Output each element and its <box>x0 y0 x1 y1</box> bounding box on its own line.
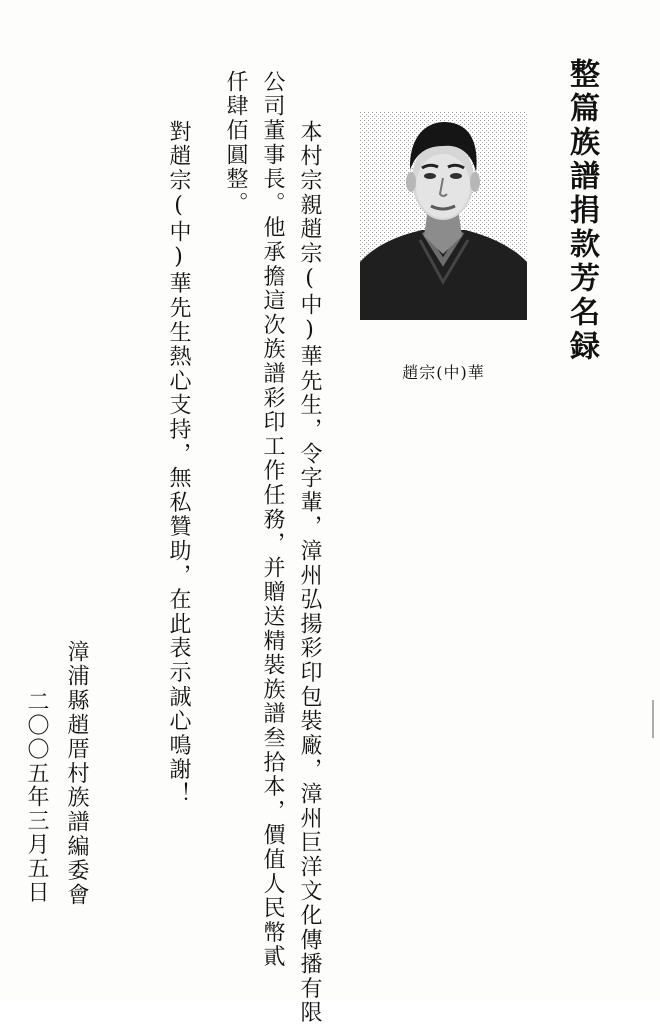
portrait-image <box>360 112 527 320</box>
body-line-1: 本村宗親趙宗(中)華先生，令字輩，漳州弘揚彩印包裝廠，漳州巨洋文化傳播有限 <box>297 120 322 1025</box>
portrait-photo <box>360 112 527 320</box>
photo-caption: 趙宗(中)華 <box>402 363 485 382</box>
body-line-2: 公司董事長。他承擔這次族譜彩印工作任務，并贈送精裝族譜叁拾本，價值人民幣貳 <box>260 70 285 970</box>
signature-organization: 漳浦縣趙厝村族譜編委會 <box>64 640 89 908</box>
body-line-3: 仟肆佰圓整。 <box>223 70 248 216</box>
signature-date: 二〇〇五年三月五日 <box>24 690 49 905</box>
body-line-4: 對趙宗(中)華先生熱心支持，無私贊助，在此表示誠心鳴謝！ <box>166 120 191 807</box>
scan-artifact <box>652 700 654 738</box>
page-title: 整篇族譜捐款芳名録 <box>564 58 599 364</box>
